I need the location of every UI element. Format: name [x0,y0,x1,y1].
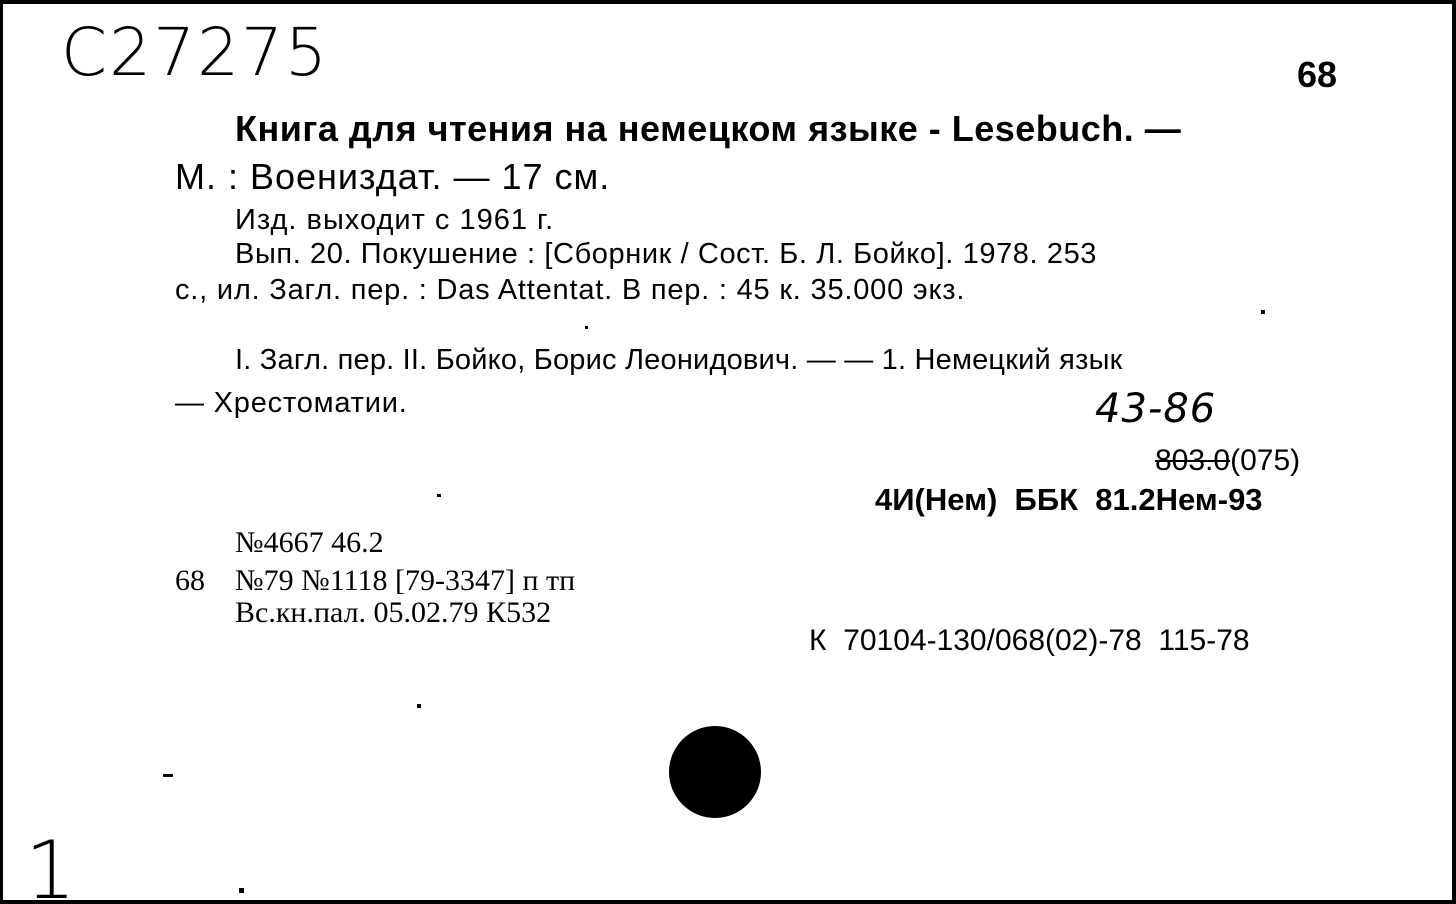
speck-1 [1261,310,1265,314]
speck-6 [239,888,244,893]
publisher-code: К 70104-130/068(02)-78 115-78 [809,624,1250,657]
edition-note: Изд. выходит с 1961 г. [235,204,555,236]
issue-description-line-1: Вып. 20. Покушение : [Сборник / Сост. Б. Л. Бойко]. 1978. 253 [235,238,1098,270]
handwritten-corner-number: 1 [25,824,76,904]
speck-5 [163,774,173,777]
stat-prefix: 68 [175,564,205,597]
handwritten-acquisition-number: 43-86 [1095,386,1217,432]
speck-2 [585,326,588,329]
udc-suffix: (075) [1230,444,1301,477]
stat-line-2: №79 №1118 [79-3347] п тп [235,564,576,597]
tracing-line-2: — Хрестоматии. [175,387,408,419]
stat-line-3: Вс.кн.пал. 05.02.79 К532 [235,596,552,629]
card-number: 68 [1297,54,1338,95]
tracing-line-1: I. Загл. пер. II. Бойко, Борис Леонидович. — — 1. Немецкий язык [235,344,1123,376]
card-punch-hole [669,726,761,818]
handwritten-call-number: С27275 [61,14,330,91]
book-title-line-1: Книга для чтения на немецком языке - Lesebuch. — [235,108,1182,149]
stat-line-1: №4667 46.2 [235,526,384,559]
speck-3 [437,494,441,497]
udc-struck-code: 803.0 [1155,444,1231,477]
classification-index: 4И(Нем) ББК 81.2Нем-93 [875,482,1263,517]
udc-code [1155,444,1300,478]
issue-description-line-2: с., ил. Загл. пер. : Das Attentat. В пер. : 45 к. 35.000 экз. [175,274,966,306]
book-title-line-2: М. : Воениздат. — 17 см. [175,156,611,197]
speck-4 [417,704,421,708]
